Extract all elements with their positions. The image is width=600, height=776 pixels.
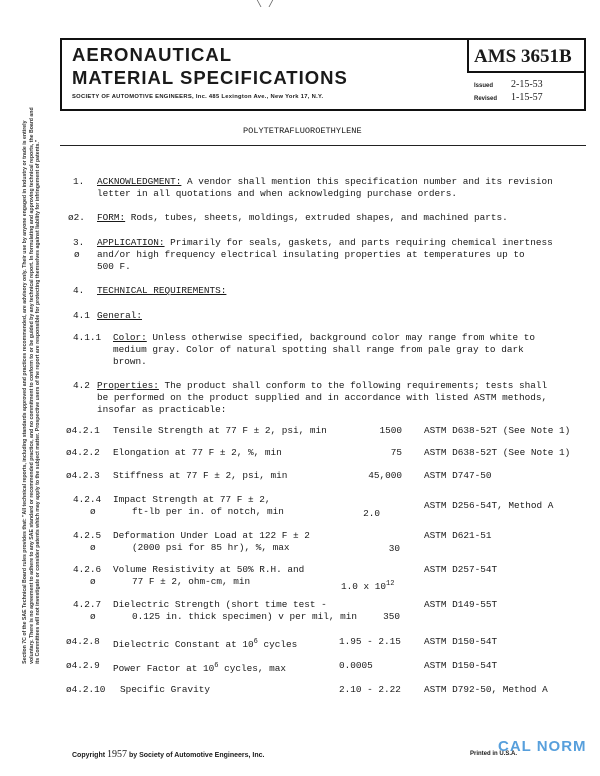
section-1-heading: ACKNOWLEDGMENT: <box>97 176 182 187</box>
property-number: ø4.2.1 <box>66 425 100 436</box>
section-4-1-1-line3: brown. <box>113 356 147 367</box>
section-3-line2: and/or high frequency electrical insulating properties at temperatures up to <box>97 249 525 260</box>
copyright-suffix: by Society of Automotive Engineers, Inc. <box>128 752 265 759</box>
property-test-method: ASTM D257-54T <box>424 564 498 575</box>
issued-date: 2-15-53 <box>511 79 543 90</box>
property-value: 0.0005 <box>339 660 373 671</box>
property-description-text: Power Factor at 10 <box>113 663 215 675</box>
property-description <box>113 660 286 675</box>
property-number: 4.2.4 <box>73 494 102 505</box>
technical-board-note <box>4 100 60 664</box>
property-value: 1500 <box>379 425 402 436</box>
property-number: ø4.2.2 <box>66 447 100 458</box>
header-title-line2: MATERIAL SPECIFICATIONS <box>72 67 348 88</box>
section-4-1-1-number: 4.1.1 <box>73 332 102 343</box>
section-1-line2: letter in all quotations and when acknowledging purchase orders. <box>97 188 458 199</box>
property-description-text: Dielectric Constant at 10 <box>113 639 254 651</box>
property-number: ø4.2.9 <box>66 660 100 671</box>
property-value: 75 <box>390 447 402 458</box>
property-value <box>341 578 394 593</box>
property-number: 4.2.7 <box>73 599 102 610</box>
property-description-exponent: 6 <box>253 638 258 646</box>
header-title-line1: AERONAUTICAL <box>72 44 232 65</box>
property-description-line2: 0.125 in. thick specimen) v per mil, min <box>132 611 358 622</box>
property-value: 350 <box>383 611 400 622</box>
watermark-logo: CAL NORM <box>498 738 587 755</box>
property-description: Tensile Strength at 77 F ± 2, psi, min <box>113 425 327 436</box>
section-4-1-number: 4.1 <box>73 310 90 321</box>
section-4-heading: TECHNICAL REQUIREMENTS: <box>97 285 227 296</box>
property-test-method: ASTM D150-54T <box>424 660 498 671</box>
section-2-line <box>97 212 508 224</box>
property-value-exponent: 12 <box>386 580 395 588</box>
property-value: 1.95 - 2.15 <box>339 636 401 647</box>
property-test-method: ASTM D638-52T (See Note 1) <box>424 447 571 458</box>
section-2-heading: FORM: <box>97 212 126 223</box>
section-1-number: 1. <box>73 176 85 187</box>
section-4-1-1-text: Unless otherwise specified, background color may range from white to <box>152 332 535 343</box>
property-description-suffix: cycles <box>257 639 298 651</box>
property-test-method: ASTM D638-52T (See Note 1) <box>424 425 571 436</box>
section-3-number: 3. <box>73 237 85 248</box>
technical-board-note-text: Section 7C of the SAE Technical Board rules provides that: "All technical reports, including standards approved and practices recommended, are advisory only. Their use by anyone engaged in industry or trade is entirely voluntary. There is no agreement to adhere to any SAE standard or recommended practice, and no commitment to conform to or be guided by any technical report. In formulating and approving technical reports, the Board and its Committees will not investigate or consider patents which may apply to the subject matter. Prospective users of the report are responsible for protecting themselves against liability for infringement of patents." <box>22 107 42 664</box>
property-test-method: ASTM D621-51 <box>424 530 492 541</box>
property-number: ø4.2.8 <box>66 636 100 647</box>
revised-label: Revised <box>474 96 498 102</box>
section-3-line1 <box>97 237 553 249</box>
section-4-1-heading: General: <box>97 310 143 321</box>
property-description-line1: Impact Strength at 77 F ± 2, <box>113 494 271 505</box>
property-number: 4.2.5 <box>73 530 102 541</box>
section-3-text: Primarily for seals, gaskets, and parts requiring chemical inertness <box>170 237 553 248</box>
spec-number <box>474 46 572 68</box>
copyright-notice <box>72 749 264 760</box>
section-3-heading: APPLICATION: <box>97 237 165 248</box>
spec-prefix: AMS <box>474 46 517 67</box>
property-number: 4.2.6 <box>73 564 102 575</box>
property-value-base: 1.0 x 10 <box>341 581 387 593</box>
section-1-line1 <box>97 176 553 188</box>
issued-label: Issued <box>474 83 494 89</box>
section-2-number: ø2. <box>68 212 85 223</box>
printed-in: Printed in U.S.A. <box>470 751 518 757</box>
section-4-2-line2: be performed on the product supplied and in accordance with listed ASTM methods, <box>97 392 548 403</box>
property-value: 30 <box>388 543 400 554</box>
section-4-2-line1 <box>97 380 547 392</box>
property-description: Specific Gravity <box>120 684 211 695</box>
property-value: 2.0 <box>363 508 380 519</box>
section-2-text: Rods, tubes, sheets, moldings, extruded shapes, and machined parts. <box>130 212 508 223</box>
section-4-1-1-line1 <box>113 332 535 344</box>
change-mark: ø <box>90 506 96 517</box>
section-1-text: A vendor shall mention this specification number and its revision <box>187 176 553 187</box>
property-test-method: ASTM D150-54T <box>424 636 498 647</box>
property-description: Elongation at 77 F ± 2, %, min <box>113 447 282 458</box>
property-test-method: ASTM D256-54T, Method A <box>424 500 554 511</box>
property-description-line2: (2000 psi for 85 hr), %, max <box>132 542 290 553</box>
property-value: 45,000 <box>368 470 402 481</box>
document-title: POLYTETRAFLUOROETHYLENE <box>243 126 362 136</box>
section-3-change-mark: ø <box>74 249 80 260</box>
section-4-1-1-heading: Color: <box>113 332 147 343</box>
revised-date: 1-15-57 <box>511 92 543 103</box>
property-test-method: ASTM D792-50, Method A <box>424 684 548 695</box>
spec-number-value: 3651B <box>520 46 572 67</box>
title-divider <box>60 145 586 146</box>
property-test-method: ASTM D149-55T <box>424 599 498 610</box>
change-mark: ø <box>90 576 96 587</box>
top-margin-mark: \ / <box>256 0 275 11</box>
property-number: ø4.2.3 <box>66 470 100 481</box>
property-description-exponent: 6 <box>214 662 219 670</box>
property-description: Stiffness at 77 F ± 2, psi, min <box>113 470 288 481</box>
copyright-year: 1957 <box>107 749 128 760</box>
section-4-2-text: The product shall conform to the following requirements; tests shall <box>164 380 548 391</box>
property-value: 2.10 - 2.22 <box>339 684 401 695</box>
property-description-line1: Dielectric Strength (short time test - <box>113 599 327 610</box>
copyright-prefix: Copyright <box>72 752 106 759</box>
section-4-2-heading: Properties: <box>97 380 159 391</box>
section-4-1-1-line2: medium gray. Color of natural spotting shall range from pale gray to dark <box>113 344 524 355</box>
property-number: ø4.2.10 <box>66 684 106 695</box>
property-description <box>113 636 297 651</box>
section-4-2-number: 4.2 <box>73 380 90 391</box>
property-description-suffix: cycles, max <box>218 663 286 675</box>
property-description-line1: Deformation Under Load at 122 F ± 2 <box>113 530 310 541</box>
property-description-line1: Volume Resistivity at 50% R.H. and <box>113 564 305 575</box>
change-mark: ø <box>90 611 96 622</box>
property-description-line2: 77 F ± 2, ohm-cm, min <box>132 576 251 587</box>
society-address: SOCIETY OF AUTOMOTIVE ENGINEERS, Inc. 485 Lexington Ave., New York 17, N.Y. <box>72 94 324 100</box>
change-mark: ø <box>90 542 96 553</box>
property-description-line2: ft-lb per in. of notch, min <box>132 506 284 517</box>
section-3-line3: 500 F. <box>97 261 131 272</box>
property-test-method: ASTM D747-50 <box>424 470 492 481</box>
section-4-2-line3: insofar as practicable: <box>97 404 227 415</box>
section-4-number: 4. <box>73 285 85 296</box>
